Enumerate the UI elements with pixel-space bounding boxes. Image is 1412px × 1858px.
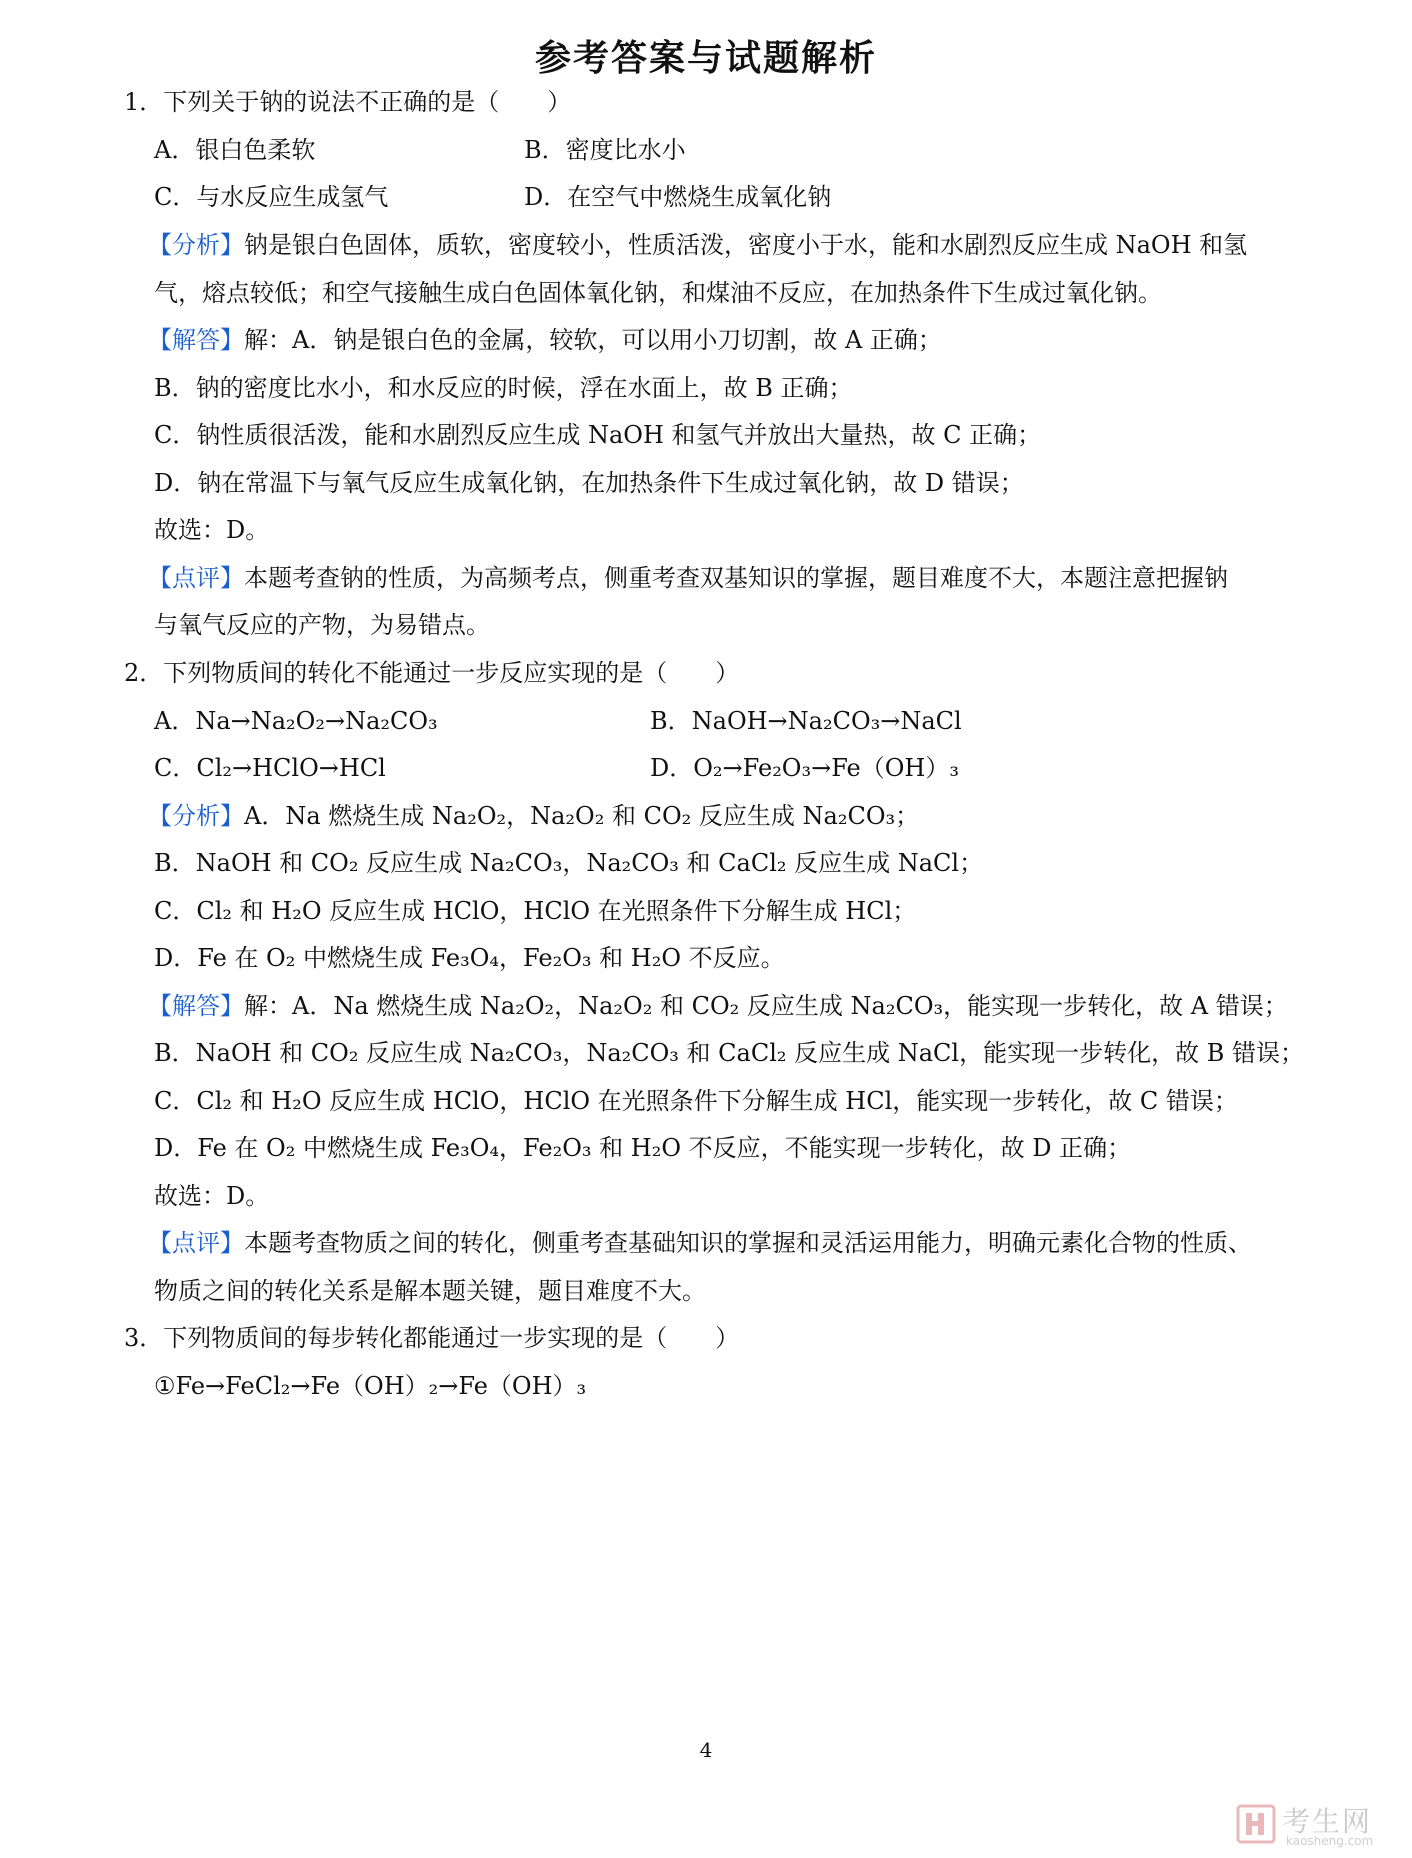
q2-comment-line-1: 【点评】本题考查物质之间的转化，侧重考查基础知识的掌握和灵活运用能力，明确元素化合物的性质、 <box>148 1229 1252 1257</box>
q1-answer-line-2: B．钠的密度比水小，和水反应的时候，浮在水面上，故 B 正确； <box>154 374 853 402</box>
watermark-logo-icon <box>1236 1804 1276 1844</box>
q1-choice: 故选：D。 <box>154 516 270 544</box>
q3-stem: 3．下列物质间的每步转化都能通过一步实现的是（ ） <box>124 1324 740 1352</box>
watermark <box>1236 1800 1396 1850</box>
answer-tag: 【解答】 <box>148 326 244 354</box>
watermark-url: kaosheng.com <box>1286 1834 1374 1848</box>
analysis-tag: 【分析】 <box>148 231 244 259</box>
q1-analysis-line-2: 气，熔点较低；和空气接触生成白色固体氧化钠，和煤油不反应，在加热条件下生成过氧化钠。 <box>154 279 1162 307</box>
q1-answer-line-4: D．钠在常温下与氧气反应生成氧化钠，在加热条件下生成过氧化钠，故 D 错误； <box>154 469 1024 497</box>
q2-analysis-line-1: 【分析】A．Na 燃烧生成 Na₂O₂，Na₂O₂ 和 CO₂ 反应生成 Na₂CO₃； <box>148 802 920 830</box>
comment-tag: 【点评】 <box>148 1229 244 1257</box>
q1-option-a: A．银白色柔软 <box>154 136 316 164</box>
q2-answer-line-4: D．Fe 在 O₂ 中燃烧生成 Fe₃O₄，Fe₂O₃ 和 H₂O 不反应，不能实现一步转化，故 D 正确； <box>154 1134 1132 1162</box>
page-number: 4 <box>699 1738 713 1762</box>
q1-option-c: C．与水反应生成氢气 <box>154 183 389 211</box>
q1-comment-line-1: 【点评】本题考查钠的性质，为高频考点，侧重考查双基知识的掌握，题目难度不大，本题注意把握钠 <box>148 564 1228 592</box>
q2-option-d: D．O₂→Fe₂O₃→Fe（OH）₃ <box>650 754 959 782</box>
q1-answer-line-3: C．钠性质很活泼，能和水剧烈反应生成 NaOH 和氢气并放出大量热，故 C 正确； <box>154 421 1042 449</box>
q1-answer-line-1: 【解答】解：A．钠是银白色的金属，较软，可以用小刀切割，故 A 正确； <box>148 326 942 354</box>
q1-option-b: B．密度比水小 <box>524 136 686 164</box>
q1-stem: 1．下列关于钠的说法不正确的是（ ） <box>124 88 572 116</box>
q2-option-a: A．Na→Na₂O₂→Na₂CO₃ <box>154 707 438 735</box>
q1-comment-line-2: 与氧气反应的产物，为易错点。 <box>154 611 490 639</box>
q2-answer-line-1: 【解答】解：A．Na 燃烧生成 Na₂O₂，Na₂O₂ 和 CO₂ 反应生成 Na₂CO₃，能实现一步转化，故 A 错误； <box>148 992 1288 1020</box>
q2-analysis-line-3: C．Cl₂ 和 H₂O 反应生成 HClO，HClO 在光照条件下分解生成 HCl； <box>154 897 917 925</box>
answer-tag: 【解答】 <box>148 992 244 1020</box>
q2-analysis-line-4: D．Fe 在 O₂ 中燃烧生成 Fe₃O₄，Fe₂O₃ 和 H₂O 不反应。 <box>154 944 785 972</box>
q2-analysis-line-2: B．NaOH 和 CO₂ 反应生成 Na₂CO₃，Na₂CO₃ 和 CaCl₂ 反应生成 NaCl； <box>154 849 984 877</box>
watermark-text: 考生网 <box>1282 1805 1373 1838</box>
page-title: 参考答案与试题解析 <box>534 37 877 79</box>
q2-answer-line-3: C．Cl₂ 和 H₂O 反应生成 HClO，HClO 在光照条件下分解生成 HCl，能实现一步转化，故 C 错误； <box>154 1087 1238 1115</box>
comment-tag: 【点评】 <box>148 564 244 592</box>
q2-choice: 故选：D。 <box>154 1182 270 1210</box>
q2-answer-line-2: B．NaOH 和 CO₂ 反应生成 Na₂CO₃，Na₂CO₃ 和 CaCl₂ 反应生成 NaCl，能实现一步转化，故 B 错误； <box>154 1039 1304 1067</box>
q1-analysis-line-1: 【分析】钠是银白色固体，质软，密度较小，性质活泼，密度小于水，能和水剧烈反应生成 NaOH 和氢 <box>148 231 1248 259</box>
analysis-tag: 【分析】 <box>148 802 244 830</box>
q1-option-d: D．在空气中燃烧生成氧化钠 <box>524 183 832 211</box>
q3-item-1: ①Fe→FeCl₂→Fe（OH）₂→Fe（OH）₃ <box>154 1372 587 1400</box>
q2-option-b: B．NaOH→Na₂CO₃→NaCl <box>650 707 962 735</box>
q2-option-c: C．Cl₂→HClO→HCl <box>154 754 386 782</box>
q2-comment-line-2: 物质之间的转化关系是解本题关键，题目难度不大。 <box>154 1277 706 1305</box>
q2-stem: 2．下列物质间的转化不能通过一步反应实现的是（ ） <box>124 659 740 687</box>
